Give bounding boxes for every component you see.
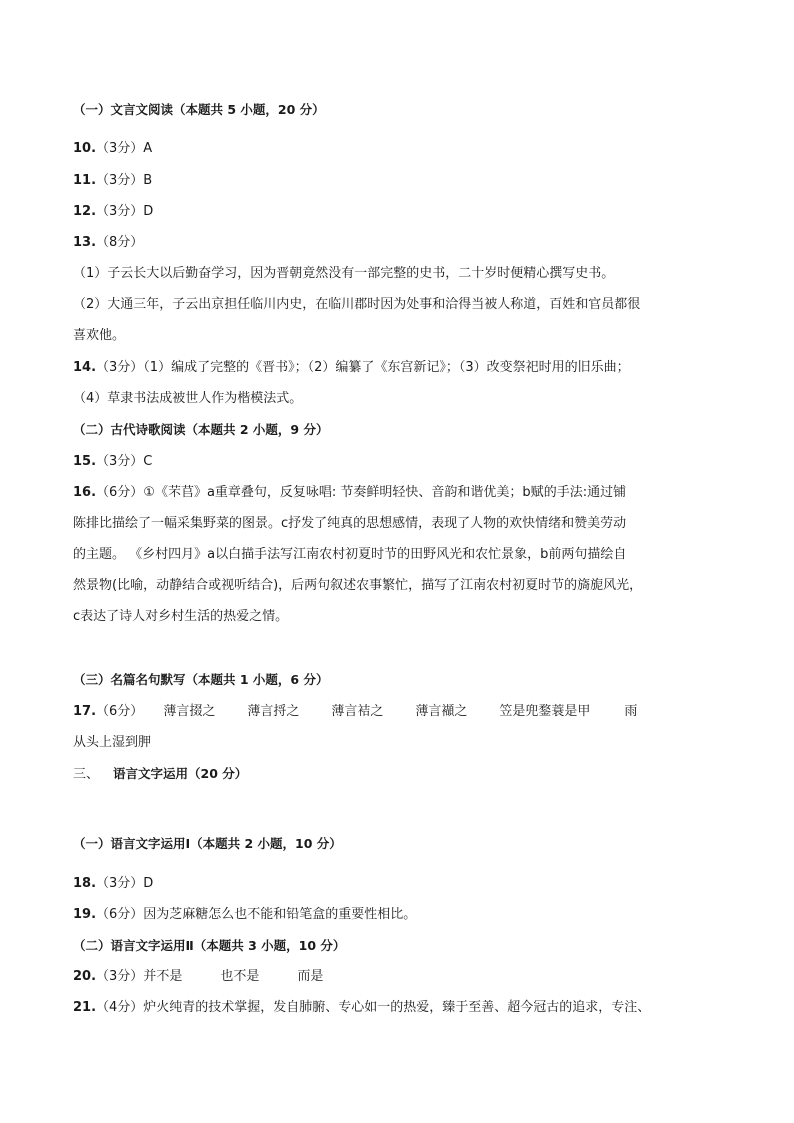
- fill-answer-3: 而是: [297, 969, 324, 984]
- dictation-answer-3: 薄言袺之: [331, 704, 384, 719]
- fill-answer-1: 并不是: [143, 969, 183, 984]
- answer-text: （3分）A: [96, 141, 153, 156]
- answer-15: [73, 454, 152, 470]
- answer-text: （3分）D: [96, 876, 154, 891]
- question-number: 14.: [73, 360, 97, 375]
- answer-prefix: （6分）: [96, 704, 144, 719]
- answer-16-line-5: c表达了诗人对乡村生活的热爱之情。: [73, 609, 289, 624]
- answer-text: （3分）C: [96, 454, 153, 469]
- question-number: 15.: [73, 454, 97, 469]
- section-heading-poetry: （二）古代诗歌阅读（本题共 2 小题，9 分）: [73, 422, 329, 437]
- question-number: 10.: [73, 141, 97, 156]
- answer-11: [73, 173, 152, 189]
- answer-18: [73, 876, 153, 892]
- section-heading-classical-chinese: （一）文言文阅读（本题共 5 小题，20 分）: [73, 102, 325, 117]
- question-number: 11.: [73, 173, 97, 188]
- answer-text: （3分）D: [96, 204, 154, 219]
- answer-text: （6分）①《芣苢》a重章叠句，反复咏唱: 节奏鲜明轻快、音韵和谐优美；b赋的手法:通过铺: [96, 485, 627, 500]
- fill-answer-2: 也不是: [220, 969, 260, 984]
- dictation-answer-1: 薄言掇之: [163, 704, 216, 719]
- question-number: 13.: [73, 235, 97, 250]
- answer-13-part-2-line-1: （2）大通三年，子云出京担任临川内史，在临川郡时因为处事和洽得当被人称道，百姓和官员都很: [73, 297, 641, 312]
- dictation-answer-2: 薄言捋之: [247, 704, 300, 719]
- answer-13-part-2-line-2: 喜欢他。: [73, 328, 126, 343]
- answer-13-part-1: （1）子云长大以后勤奋学习，因为晋朝竟然没有一部完整的史书，二十岁时便精心撰写史书。: [73, 266, 615, 281]
- answer-text: （6分）因为芝麻糖怎么也不能和铅笔盒的重要性相比。: [96, 907, 417, 922]
- answer-16-line-4: 然景物(比喻，动静结合或视听结合)，后两句叙述农事繁忙，描写了江南农村初夏时节的旖旎风光，: [73, 578, 643, 593]
- answer-text: （3分）B: [96, 173, 153, 188]
- dictation-answer-6: 雨: [624, 704, 638, 719]
- answer-19: [73, 907, 416, 923]
- part-heading-language-use: [73, 766, 247, 783]
- answer-13: [73, 235, 143, 251]
- section-heading-language-use-2: （二）语言文字运用Ⅱ（本题共 3 小题，10 分）: [73, 938, 346, 953]
- answer-text: （4分）炉火纯青的技术掌握，发自肺腑、专心如一的热爱，臻于至善、超今冠古的追求，专注、: [96, 1000, 651, 1015]
- section-heading-language-use-1: （一）语言文字运用Ⅰ（本题共 2 小题，10 分）: [73, 836, 342, 851]
- answer-14-line-2: （4）草隶书法成被世人作为楷模法式。: [73, 391, 303, 406]
- answer-14-line-1: [73, 360, 630, 376]
- answer-17: [73, 704, 637, 720]
- answer-20: [73, 969, 323, 985]
- answer-prefix: （3分）: [96, 969, 144, 984]
- answer-12: [73, 204, 153, 220]
- answer-text: （3分）（1）编成了完整的《晋书》；（2）编纂了《东宫新记》；（3）改变祭祀时用的旧乐曲；: [96, 360, 630, 375]
- question-number: 17.: [73, 704, 97, 719]
- question-number: 20.: [73, 969, 97, 984]
- answer-16-line-3: 的主题。 《乡村四月》a以白描手法写江南农村初夏时节的田野风光和农忙景象，b前两句描绘自: [73, 547, 627, 562]
- question-number: 16.: [73, 485, 97, 500]
- part-number: 三、: [73, 767, 100, 782]
- answer-17-continued: 从头上湿到胛: [73, 735, 152, 750]
- dictation-answer-4: 薄言襭之: [415, 704, 468, 719]
- answer-10: [73, 141, 152, 157]
- answer-21: [73, 1000, 650, 1016]
- question-number: 21.: [73, 1000, 97, 1015]
- question-number: 18.: [73, 876, 97, 891]
- section-heading-dictation: （三）名篇名句默写（本题共 1 小题，6 分）: [73, 672, 329, 687]
- question-number: 19.: [73, 907, 97, 922]
- part-title: 语言文字运用（20 分）: [113, 766, 248, 781]
- answer-16-line-2: 陈排比描绘了一幅采集野菜的图景。c抒发了纯真的思想感情，表现了人物的欢快情绪和赞美劳动: [73, 516, 627, 531]
- answer-16-line-1: [73, 485, 626, 501]
- question-number: 12.: [73, 204, 97, 219]
- answer-text: （8分）: [96, 235, 144, 250]
- dictation-answer-5: 笠是兜鍪蓑是甲: [499, 704, 591, 719]
